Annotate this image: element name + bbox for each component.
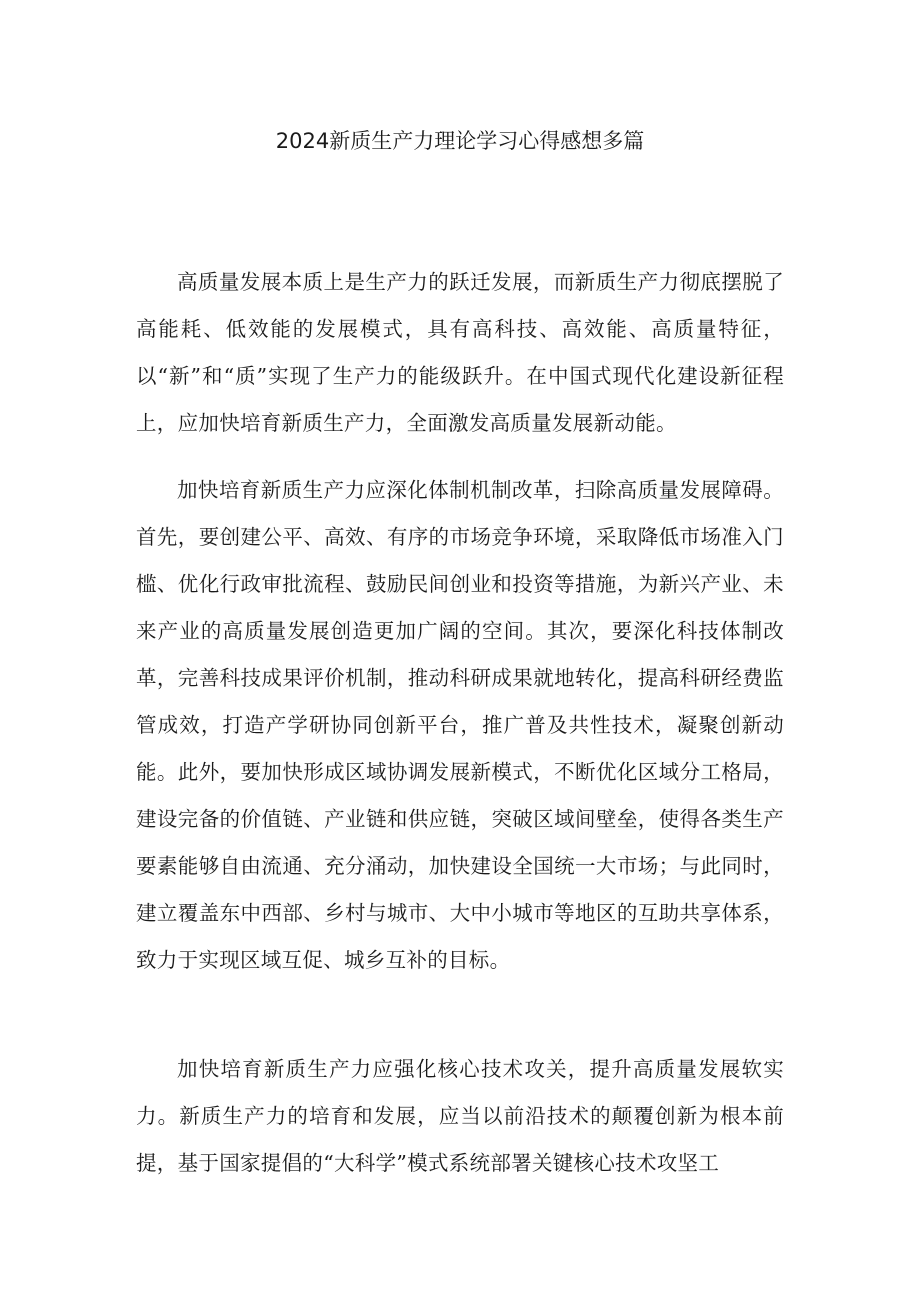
paragraph: 加快培育新质生产力应深化体制机制改革，扫除高质量发展障碍。首先，要创建公平、高效、有序的市场竞争环境，采取降低市场准入门槛、优化行政审批流程、鼓励民间创业和投资等措施，为新兴产业、未来产业的高质量发展创造更加广阔的空间。其次，要深化科技体制改革，完善科技成果评价机制，推动科研成果就地转化，提高科研经费监管成效，打造产学研协同创新平台，推广普及共性技术，凝聚创新动能。此外，要加快形成区域协调发展新模式，不断优化区域分工格局，建设完备的价值链、产业链和供应链，突破区域间壁垒，使得各类生产要素能够自由流通、充分涌动，加快建设全国统一大市场；与此同时，建立覆盖东中西部、乡村与城市、大中小城市等地区的互助共享体系，致力于实现区域互促、城乡互补的目标。 (136, 478, 784, 972)
paragraph: 高质量发展本质上是生产力的跃迁发展，而新质生产力彻底摆脱了高能耗、低效能的发展模式，具有高科技、高效能、高质量特征，以“新”和“质”实现了生产力的能级跃升。在中国式现代化建设新征程上，应加快培育新质生产力，全面激发高质量发展新动能。 (136, 270, 784, 435)
paragraph: 加快培育新质生产力应强化核心技术攻关，提升高质量发展软实力。新质生产力的培育和发展，应当以前沿技术的颠覆创新为根本前提，基于国家提倡的“大科学”模式系统部署关键核心技术攻坚工 (136, 1057, 784, 1175)
document-title: 2024新质生产力理论学习心得感想多篇 (275, 129, 645, 153)
